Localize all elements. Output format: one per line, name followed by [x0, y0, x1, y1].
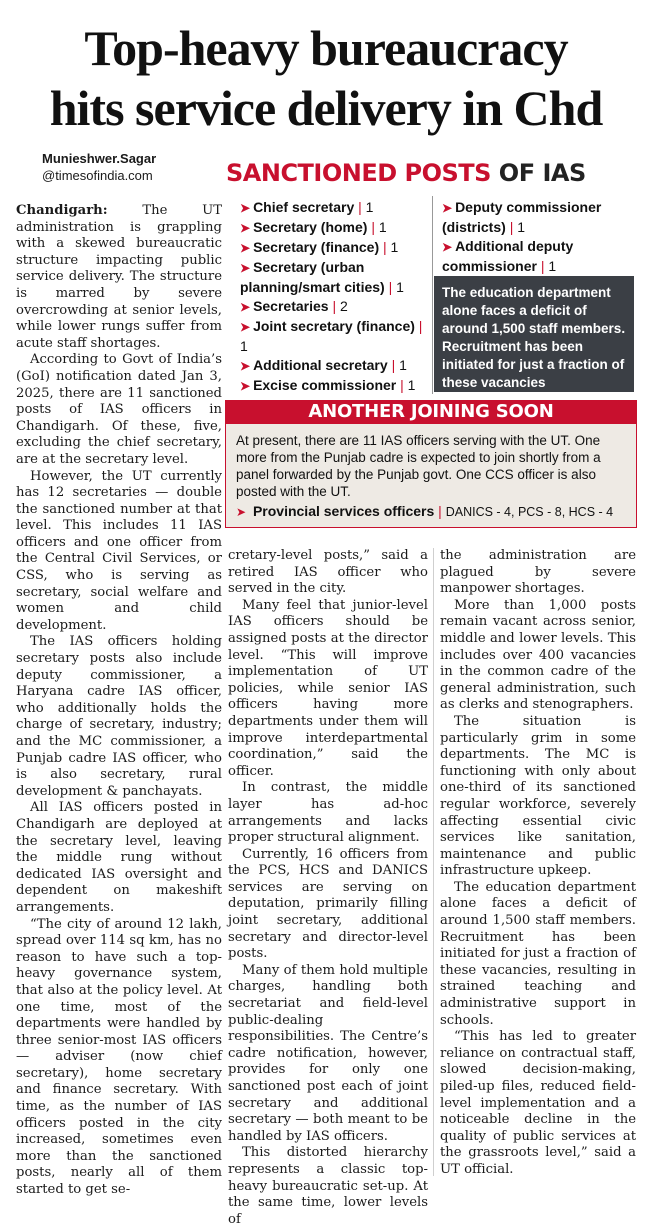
infographic-title-dark: OF IAS	[490, 159, 586, 187]
paragraph-text: The IAS officers holding secretary posts also include deputy commissioner, a Haryana cadre IAS officer, who additionally holds the charge of secretary, industry; and the MC commissioner, a Punjab cadre IAS officer, who is also secretary, rural development & panchayats.	[16, 634, 222, 799]
paragraph-text: The education department alone faces a deficit of around 1,500 staff members. Recruitment has been initiated for just a fraction of these vacancies, resulting in strained teaching and administrative support in schools.	[440, 879, 636, 1028]
post-label: Chief secretary	[253, 199, 355, 215]
post-separator: |	[509, 219, 514, 235]
post-count: 2	[340, 298, 348, 314]
post-item	[240, 218, 430, 238]
post-label: Secretary (home)	[253, 219, 368, 235]
post-label: Additional secretary	[253, 357, 388, 373]
paragraph-text: All IAS officers posted in Chandigarh are deployed at the secretary level, leaving the middle rung without dedicated IAS oversight and dependent on makeshift arrangements.	[16, 800, 222, 915]
paragraph-text: In contrast, the middle layer has ad-hoc arrangements and lacks proper structural alignment.	[228, 780, 428, 846]
arrow-icon: ➤	[240, 379, 251, 393]
article-paragraph	[440, 1029, 636, 1178]
article-paragraph	[228, 780, 428, 846]
article-paragraph	[440, 714, 636, 880]
post-separator: |	[391, 357, 396, 373]
arrow-icon: ➤	[240, 221, 251, 235]
education-note-box: The education department alone faces a deficit of around 1,500 staff members. Recruitment has been initiated for just a fraction of these vacancies	[434, 276, 634, 392]
post-item	[240, 198, 430, 218]
arrow-icon: ➤	[240, 261, 251, 275]
article-column-3	[440, 548, 636, 1179]
joining-title: ANOTHER JOINING SOON	[225, 400, 637, 424]
post-label: Secretary (finance)	[253, 239, 380, 255]
post-label: Joint secretary (finance)	[253, 318, 415, 334]
arrow-icon: ➤	[236, 505, 247, 519]
paragraph-text: cretary-level posts,” said a retired IAS officer who served in the city.	[228, 548, 428, 597]
article-paragraph	[440, 598, 636, 714]
paragraph-text: Currently, 16 officers from the PCS, HCS and DANICS services are serving on deputation, primarily filling joint secretary, additional secretary and director-level posts.	[228, 846, 428, 962]
arrow-icon: ➤	[240, 359, 251, 373]
posts-list-left	[240, 198, 430, 396]
paragraph-text: According to Govt of India’s (GoI) notification dated Jan 3, 2025, there are 11 sanctioned posts of IAS officers in Chandigarh. Of these, five, excluding the chief secretary, are at the secretary level.	[16, 352, 222, 467]
infographic-divider	[432, 196, 433, 394]
paragraph-text: The situation is particularly grim in some departments. The MC is functioning with only about one-third of its sanctioned regular workforce, severely affecting essential civic services like sanitation, maintenance and public infrastructure upkeep.	[440, 713, 636, 879]
paragraph-text: Many feel that junior-level IAS officers should be assigned posts at the director level. “This will improve implementation of UT policies, while senior IAS officers having more departments under them will improve interdepartmental coordination,” said the officer.	[228, 597, 428, 779]
post-separator: |	[383, 239, 387, 255]
post-separator: |	[418, 318, 423, 334]
byline	[42, 150, 156, 184]
article-column-2	[228, 548, 428, 1228]
post-label: Additional deputy commissioner	[442, 238, 574, 274]
post-separator: |	[358, 199, 362, 215]
post-count: 1	[240, 338, 248, 354]
headline-line-1: Top-heavy bureaucracy	[84, 20, 568, 76]
post-item	[240, 356, 430, 376]
article-paragraph	[228, 598, 428, 781]
posts-list-right	[442, 198, 634, 276]
arrow-icon: ➤	[240, 320, 251, 334]
provincial-values: DANICS - 4, PCS - 8, HCS - 4	[445, 505, 614, 519]
post-label: Excise commissioner	[253, 377, 397, 393]
article-paragraph	[440, 548, 636, 598]
article-paragraph	[16, 203, 222, 352]
post-separator: |	[388, 279, 393, 295]
post-count: 1	[548, 258, 557, 274]
post-count: 1	[365, 199, 374, 215]
paragraph-text: This distorted hierarchy represents a classic top-heavy bureaucratic set-up. At the same time, lower levels of	[228, 1145, 428, 1227]
author-handle: @timesofindia.com	[42, 168, 153, 183]
post-separator: |	[400, 377, 404, 393]
author-name: Munieshwer.Sagar	[42, 151, 157, 166]
article-paragraph	[16, 352, 222, 468]
post-separator: |	[371, 219, 375, 235]
article-paragraph	[440, 880, 636, 1029]
post-count: 1	[390, 239, 399, 255]
provincial-label: Provincial services officers	[252, 503, 435, 519]
post-item	[442, 198, 634, 237]
post-item	[240, 258, 430, 297]
post-count: 1	[407, 377, 416, 393]
dateline: Chandigarh:	[16, 203, 108, 218]
paragraph-text: “The city of around 12 lakh, spread over 114 sq km, has no reason to have such a top-heavy governance system, that also at the policy level. At one time, most of the departments were handled by three senior-most IAS officers — adviser (now chief secretary), home secretary and finance secretary. With time, as the number of IAS officers posted in the city increased, sometimes even more than the sanctioned posts, nearly all of them started to get se-	[16, 916, 222, 1198]
post-item	[240, 238, 430, 258]
arrow-icon: ➤	[240, 300, 251, 314]
paragraph-text: The UT administration is grappling with a skewed bureaucratic structure impacting public service delivery. The structure is marred by severe overcrowding at senior levels, while lower rungs suffer from acute staff shortages.	[16, 203, 222, 351]
article-paragraph	[16, 917, 222, 1199]
provincial-separator: |	[438, 503, 442, 519]
post-label: Secretary (urban planning/smart cities)	[240, 259, 385, 295]
arrow-icon: ➤	[442, 240, 453, 254]
post-count: 1	[378, 219, 387, 235]
article-column-1	[16, 203, 222, 1199]
article-paragraph	[228, 963, 428, 1146]
headline-line-2: hits service delivery in Chd	[49, 80, 603, 136]
arrow-icon: ➤	[240, 201, 251, 215]
post-separator: |	[332, 298, 337, 314]
post-item	[240, 317, 430, 356]
infographic-title	[226, 158, 586, 188]
post-count: 1	[396, 279, 404, 295]
article-paragraph	[228, 1145, 428, 1228]
article-paragraph	[16, 634, 222, 800]
arrow-icon: ➤	[240, 241, 251, 255]
post-count: 1	[517, 219, 526, 235]
post-separator: |	[540, 258, 545, 274]
joining-text: At present, there are 11 IAS officers serving with the UT. One more from the Punjab cadre is expected to join shortly from a panel forwarded by the Punjab govt. One CCS officer is also posted with the UT.	[236, 433, 601, 499]
column-rule-1	[433, 548, 434, 1176]
post-item	[240, 297, 430, 317]
article-paragraph	[228, 847, 428, 963]
paragraph-text: “This has led to greater reliance on contractual staff, slowed decision-making, piled-up files, reduced field-level implementation and a noticeable decline in the quality of public services at the grassroots level,” said a UT official.	[440, 1029, 636, 1177]
paragraph-text: More than 1,000 posts remain vacant across senior, middle and lower levels. This includes over 400 vacancies in the common cadre of the general administration, such as clerks and stenographers.	[440, 597, 636, 713]
article-paragraph	[16, 800, 222, 916]
paragraph-text: Many of them hold multiple charges, handling both secretariat and field-level public-dealing responsibilities. The Centre’s cadre notification, however, provides for only one sanctioned post each of joint secretary and additional secretary — both meant to be handled by IAS officers.	[228, 962, 428, 1144]
arrow-icon: ➤	[442, 201, 453, 215]
post-item	[240, 376, 430, 396]
post-label: Deputy commissioner (districts)	[442, 199, 602, 235]
post-count: 1	[399, 357, 407, 373]
article-paragraph	[16, 469, 222, 635]
infographic-title-red: SANCTIONED POSTS	[226, 159, 491, 187]
post-item	[442, 237, 634, 276]
post-label: Secretaries	[253, 298, 329, 314]
paragraph-text: However, the UT currently has 12 secretaries — double the sanctioned number at that level. This includes 11 IAS officers and one officer from the Central Civil Services, or CSS, who is serving as secretary, social welfare and women and child development.	[16, 468, 222, 633]
article-paragraph	[228, 548, 428, 598]
provincial-row	[236, 502, 613, 521]
paragraph-text: the administration are plagued by severe manpower shortages.	[440, 548, 636, 597]
